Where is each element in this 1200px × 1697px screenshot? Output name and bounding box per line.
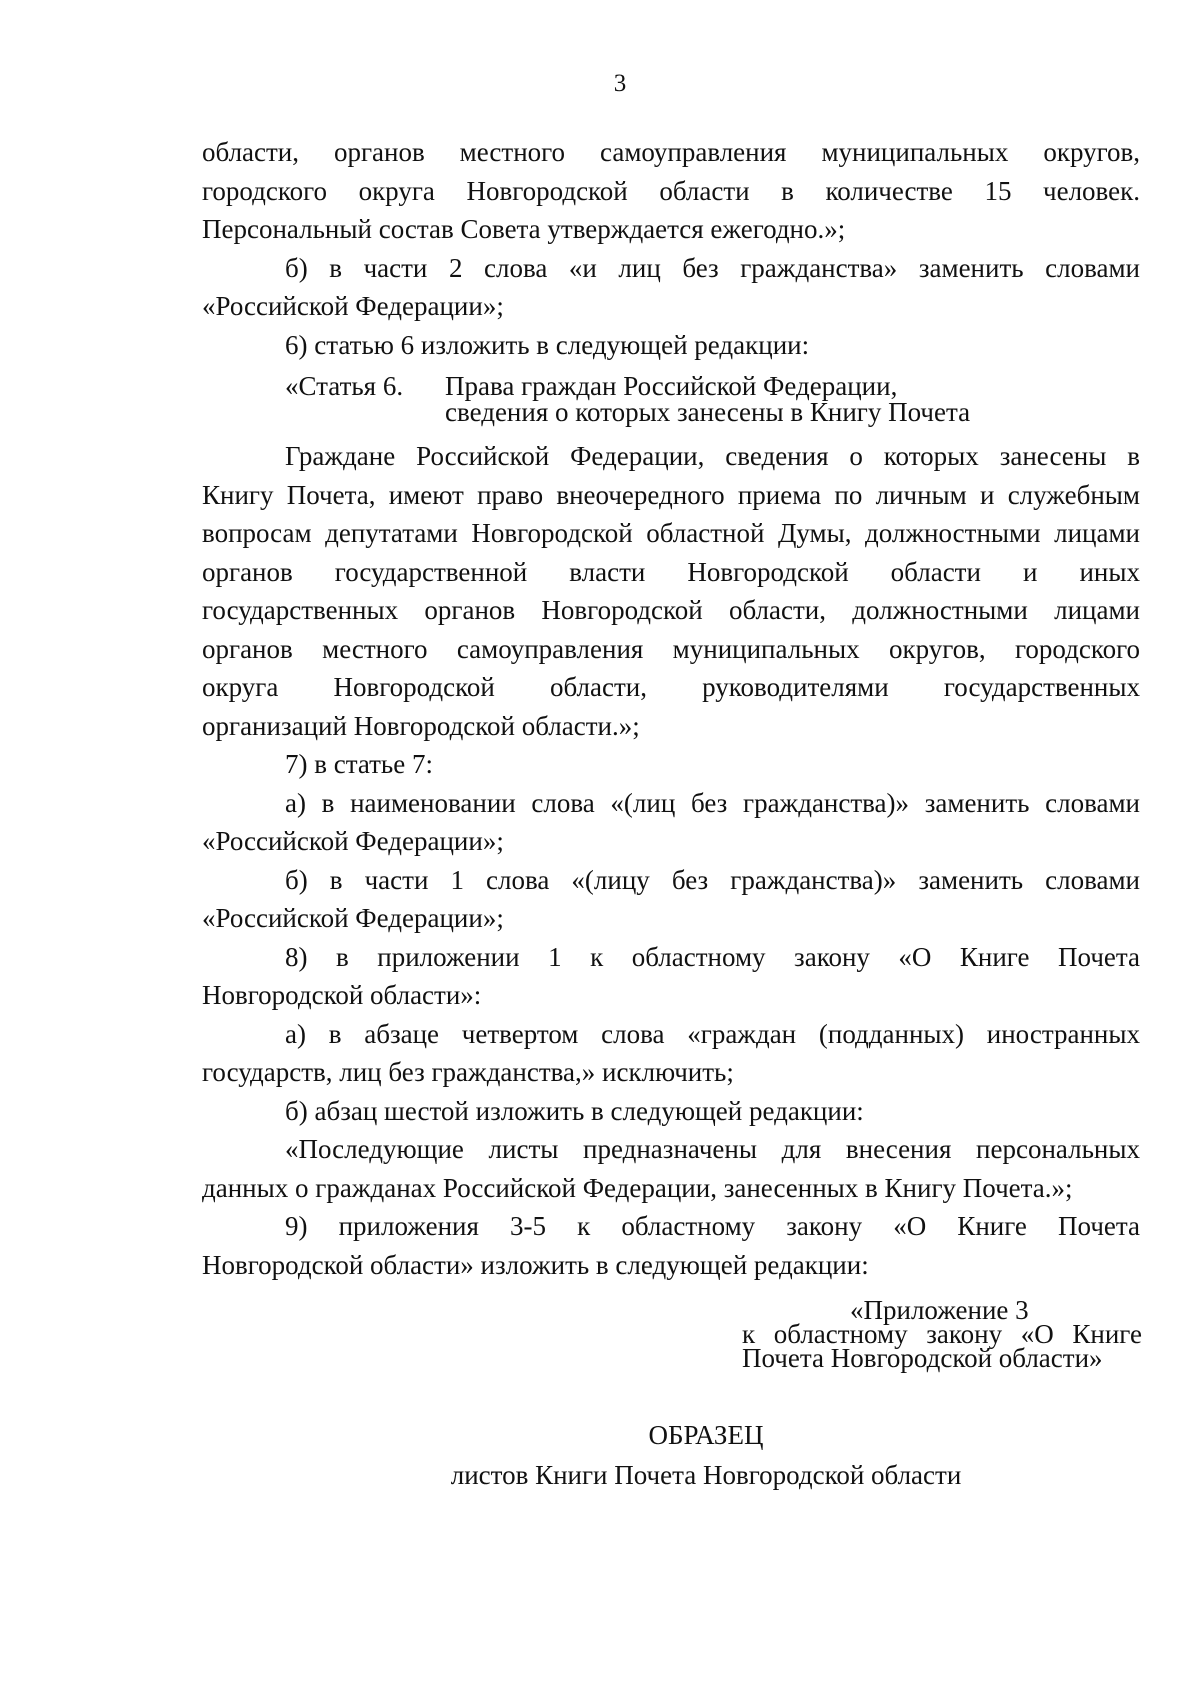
paragraph-line: органов государственной власти Новгородской области и иных bbox=[202, 556, 1140, 587]
paragraph-line: государственных органов Новгородской области, должностными лицами bbox=[202, 595, 1140, 625]
paragraph-line: 6) статью 6 изложить в следующей редакции: bbox=[285, 329, 810, 360]
paragraph-line: Граждане Российской Федерации, сведения о которых занесены в bbox=[285, 441, 1140, 471]
paragraph-line: городского округа Новгородской области в количестве 15 человек. bbox=[202, 175, 1140, 206]
article-heading bbox=[285, 369, 1140, 431]
paragraph-line: б) абзац шестой изложить в следующей редакции: bbox=[285, 1095, 864, 1126]
appendix-reference bbox=[742, 1295, 1142, 1373]
appendix-line: «Приложение 3 bbox=[850, 1295, 1029, 1325]
paragraph-line: Новгородской области» изложить в следующей редакции: bbox=[202, 1249, 869, 1280]
appendix-line: Почета Новгородской области» bbox=[742, 1343, 1103, 1373]
paragraph-line: государств, лиц без гражданства,» исключить; bbox=[202, 1057, 734, 1087]
paragraph-line: Персональный состав Совета утверждается ежегодно.»; bbox=[202, 214, 846, 244]
paragraph-line: 7) в статье 7: bbox=[285, 749, 433, 779]
paragraph-line: 9) приложения 3-5 к областному закону «О Книге Почета bbox=[285, 1211, 1140, 1241]
paragraph-line: Новгородской области»: bbox=[202, 980, 482, 1010]
paragraph-line: вопросам депутатами Новгородской областной Думы, должностными лицами bbox=[202, 518, 1140, 548]
article-title-line: Права граждан Российской Федерации, bbox=[445, 371, 898, 401]
paragraph-line: «Последующие листы предназначены для внесения персональных bbox=[285, 1134, 1140, 1164]
paragraph-line: а) в абзаце четвертом слова «граждан (подданных) иностранных bbox=[285, 1018, 1140, 1049]
paragraph-line: округа Новгородской области, руководителями государственных bbox=[202, 672, 1140, 702]
paragraph-line: «Российской Федерации»; bbox=[202, 826, 504, 856]
paragraph-line: «Российской Федерации»; bbox=[202, 291, 504, 321]
sample-subtitle: листов Книги Почета Новгородской области bbox=[450, 1460, 962, 1490]
appendix-line: к областному закону «О Книге bbox=[742, 1319, 1142, 1349]
article-label: «Статья 6. bbox=[285, 371, 404, 401]
paragraph-line: области, органов местного самоуправления муниципальных округов, bbox=[202, 137, 1140, 167]
article-title-line: сведения о которых занесены в Книгу Почета bbox=[445, 397, 971, 427]
paragraph-line: данных о гражданах Российской Федерации, занесенных в Книгу Почета.»; bbox=[202, 1172, 1073, 1203]
paragraph-line: б) в части 1 слова «(лицу без гражданства)» заменить словами bbox=[285, 864, 1140, 895]
paragraph-line: «Российской Федерации»; bbox=[202, 903, 504, 933]
document-body bbox=[202, 133, 1140, 1284]
paragraph-line: Книгу Почета, имеют право внеочередного приема по личным и служебным bbox=[202, 479, 1140, 510]
article-title bbox=[445, 373, 970, 425]
paragraph-line: органов местного самоуправления муниципальных округов, городского bbox=[202, 633, 1140, 664]
page-number: 3 bbox=[613, 70, 627, 97]
sample-title: ОБРАЗЕЦ bbox=[648, 1420, 764, 1450]
paragraph-line: 8) в приложении 1 к областному закону «О Книге Почета bbox=[285, 941, 1140, 972]
paragraph-line: организаций Новгородской области.»; bbox=[202, 710, 640, 741]
paragraph-line: а) в наименовании слова «(лиц без гражданства)» заменить словами bbox=[285, 787, 1140, 818]
paragraph-line: б) в части 2 слова «и лиц без гражданства» заменить словами bbox=[285, 252, 1140, 283]
